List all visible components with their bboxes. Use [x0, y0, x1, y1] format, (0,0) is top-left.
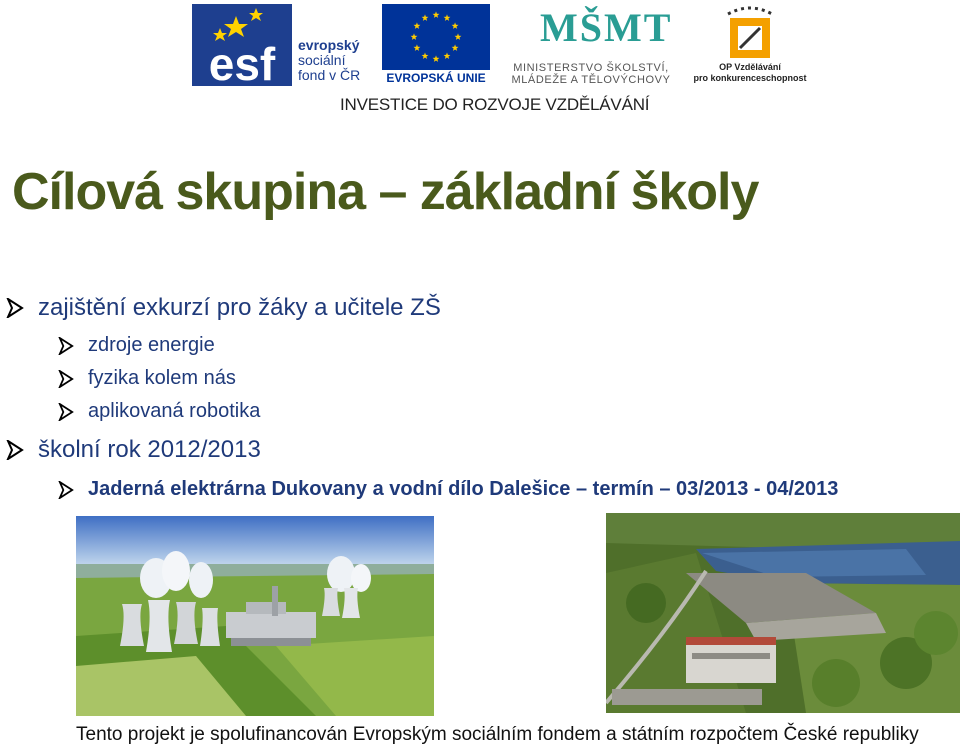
- eu-logo: [382, 4, 490, 86]
- bullet-zdroje-energie: [58, 334, 215, 357]
- msmt-logo: [498, 4, 684, 86]
- bullet-dukovany-dalesice: [58, 478, 838, 501]
- bullet-skolni-rok: [6, 436, 261, 464]
- bullet-text: fyzika kolem nás: [88, 367, 236, 389]
- svg-text:esf: esf: [208, 38, 276, 86]
- esf-line1: evropský: [298, 37, 360, 53]
- op-line1: OP Vzdělávání: [719, 62, 781, 72]
- eu-label: EVROPSKÁ UNIE: [386, 71, 486, 85]
- arrow-bullet-icon: [58, 337, 74, 355]
- esf-line2: sociální: [298, 52, 346, 68]
- photo-dalesice-hydro-plant: [606, 513, 960, 713]
- bullet-text: aplikovaná robotika: [88, 400, 261, 422]
- op-line2: pro konkurenceschopnost: [693, 73, 807, 83]
- footer-funding-note: Tento projekt je spolufinancován Evropským sociálním fondem a státním rozpočtem České republiky: [76, 724, 919, 745]
- arrow-bullet-icon: [58, 403, 74, 421]
- esf-line3: fond v ČR: [298, 67, 361, 83]
- investice-slogan: INVESTICE DO ROZVOJE VZDĚLÁVÁNÍ: [340, 95, 650, 114]
- arrow-bullet-icon: [58, 481, 74, 499]
- op-vzdelavani-logo: [690, 4, 810, 86]
- bullet-text: zdroje energie: [88, 334, 215, 356]
- msmt-mark: MŠMT: [540, 5, 673, 50]
- photo-dukovany-nuclear-plant: [76, 516, 434, 716]
- bullet-text: zajištění exkurzí pro žáky a učitele ZŠ: [38, 294, 441, 321]
- slide-title: Cílová skupina – základní školy: [12, 163, 759, 221]
- arrow-bullet-icon: [6, 298, 24, 318]
- bullet-text: školní rok 2012/2013: [38, 436, 261, 463]
- arrow-bullet-icon: [58, 370, 74, 388]
- bullet-fyzika: [58, 367, 236, 390]
- op-emblem-icon: [690, 4, 810, 64]
- esf-logo: [192, 4, 374, 86]
- bullet-exkurze: [6, 294, 441, 322]
- msmt-line1: MINISTERSTVO ŠKOLSTVÍ,: [513, 62, 669, 74]
- bullet-robotika: [58, 400, 260, 423]
- msmt-line2: MLÁDEŽE A TĚLOVÝCHOVY: [511, 74, 671, 86]
- arrow-bullet-icon: [6, 440, 24, 460]
- bullet-text: Jaderná elektrárna Dukovany a vodní dílo Dalešice – termín – 03/2013 - 04/2013: [88, 478, 839, 500]
